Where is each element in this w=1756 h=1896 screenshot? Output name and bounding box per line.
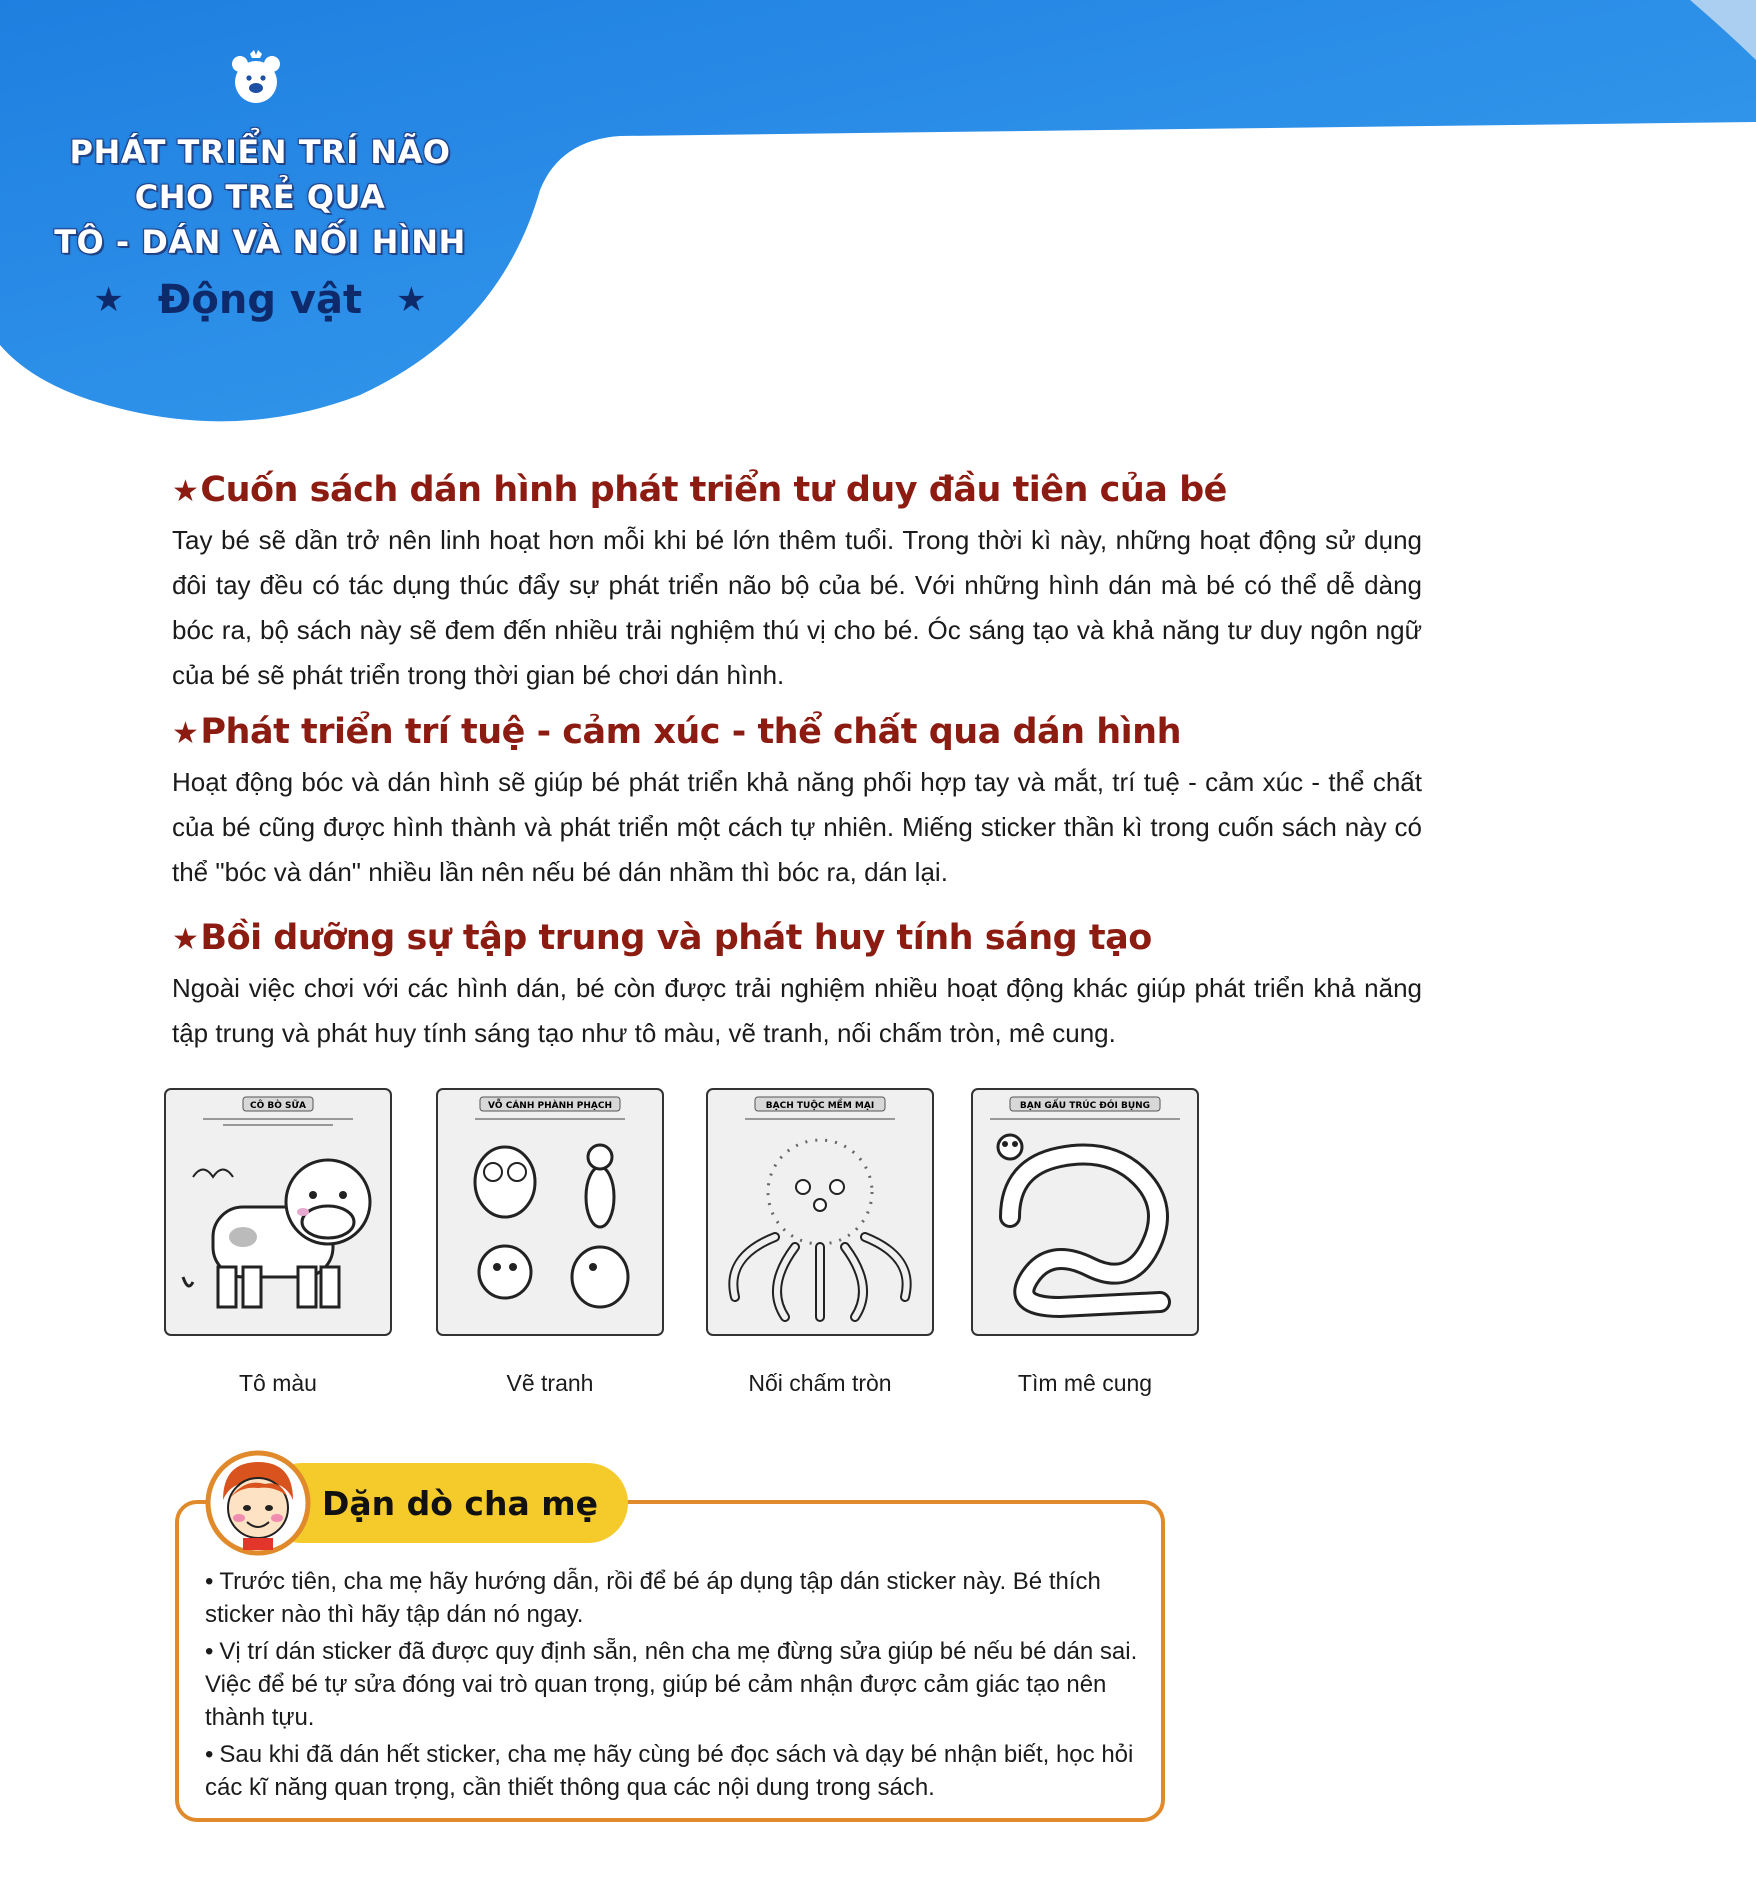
thumbnail-coloring bbox=[163, 1087, 393, 1337]
star-icon: ★ bbox=[172, 716, 199, 751]
activity-page-title: VỖ CÁNH PHÀNH PHẠCH bbox=[487, 1101, 613, 1111]
activity-page-title: CÔ BÒ SỮA bbox=[250, 1101, 306, 1111]
star-icon: ★ bbox=[172, 922, 199, 957]
section-body: Hoạt động bóc và dán hình sẽ giúp bé phát triển khả năng phối hợp tay và mắt, trí tuệ - cảm xúc - thể chất của bé cũng được hình thành và phát triển một cách tự nhiên. Miếng sticker thần kì trong cuốn sách này có thể "bóc và dán" nhiều lần nên nếu bé dán nhầm thì bóc ra, dán lại. bbox=[172, 767, 1422, 887]
bear-logo-icon bbox=[228, 50, 284, 106]
section-title: ★Cuốn sách dán hình phát triển tư duy đầu tiên của bé bbox=[172, 470, 1227, 510]
thumbnail-maze bbox=[970, 1087, 1200, 1337]
thumbnail-dot-to-dot bbox=[705, 1087, 935, 1337]
list-item: • Trước tiên, cha mẹ hãy hướng dẫn, rồi để bé áp dụng tập dán sticker này. Bé thích sticker nào thì hãy tập dán nó ngay. bbox=[205, 1568, 1101, 1628]
activity-page-title: BẠN GẤU TRÚC ĐÓI BỤNG bbox=[1019, 1101, 1151, 1111]
section-focus-creativity bbox=[172, 918, 1422, 1056]
section-body: Ngoài việc chơi với các hình dán, bé còn được trải nghiệm nhiều hoạt động khác giúp phát triển khả năng tập trung và phát huy tính sáng tạo như tô màu, vẽ tranh, nối chấm tròn, mê cung. bbox=[172, 973, 1422, 1048]
activity-page-title: BẠCH TUỘC MỀM MẠI bbox=[765, 1101, 875, 1111]
list-item: • Sau khi đã dán hết sticker, cha mẹ hãy cùng bé đọc sách và dạy bé nhận biết, học hỏi các kĩ năng quan trọng, cần thiết thông qua các nội dung trong sách. bbox=[205, 1741, 1134, 1801]
book-title-line-3: TÔ - DÁN VÀ NỐI HÌNH bbox=[54, 223, 466, 261]
star-icon: ★ bbox=[396, 281, 427, 319]
parent-notes-list bbox=[205, 1565, 1165, 1808]
section-body: Tay bé sẽ dần trở nên linh hoạt hơn mỗi khi bé lớn thêm tuổi. Trong thời kì này, những hoạt động sử dụng đôi tay đều có tác dụng thúc đẩy sự phát triển não bộ của bé. Với những hình dán mà bé có thể dễ dàng bóc ra, bộ sách này sẽ đem đến nhiều trải nghiệm thú vị cho bé. Óc sáng tạo và khả năng tư duy ngôn ngữ của bé sẽ phát triển trong thời gian bé chơi dán hình. bbox=[172, 525, 1422, 690]
section-development bbox=[172, 712, 1422, 895]
list-item: • Vị trí dán sticker đã được quy định sẵn, nên cha mẹ đừng sửa giúp bé nếu bé dán sai. Việc để bé tự sửa đóng vai trò quan trọng, giúp bé cảm nhận được cảm giác tạo nên thành tựu. bbox=[205, 1638, 1138, 1731]
book-title-line-2: CHO TRẺ QUA bbox=[134, 178, 386, 216]
star-icon: ★ bbox=[93, 281, 124, 319]
book-title-line-1: PHÁT TRIỂN TRÍ NÃO bbox=[69, 133, 451, 171]
activity-caption: Nối chấm tròn bbox=[748, 1370, 892, 1396]
thumbnail-drawing bbox=[435, 1087, 665, 1337]
parent-notes-header bbox=[262, 1463, 628, 1543]
activity-caption: Tìm mê cung bbox=[1017, 1370, 1153, 1396]
child-face-icon bbox=[205, 1450, 311, 1556]
parent-notes-title: Dặn dò cha mẹ bbox=[322, 1483, 599, 1523]
star-icon: ★ bbox=[172, 474, 199, 509]
section-first-sticker-book bbox=[172, 470, 1422, 698]
book-subtitle: Động vật bbox=[157, 277, 363, 323]
activity-caption: Vẽ tranh bbox=[506, 1370, 594, 1396]
book-title-block bbox=[40, 130, 480, 323]
section-title: ★Phát triển trí tuệ - cảm xúc - thể chất qua dán hình bbox=[172, 712, 1182, 752]
activity-caption: Tô màu bbox=[239, 1370, 317, 1396]
section-title: ★Bồi dưỡng sự tập trung và phát huy tính sáng tạo bbox=[172, 918, 1152, 958]
